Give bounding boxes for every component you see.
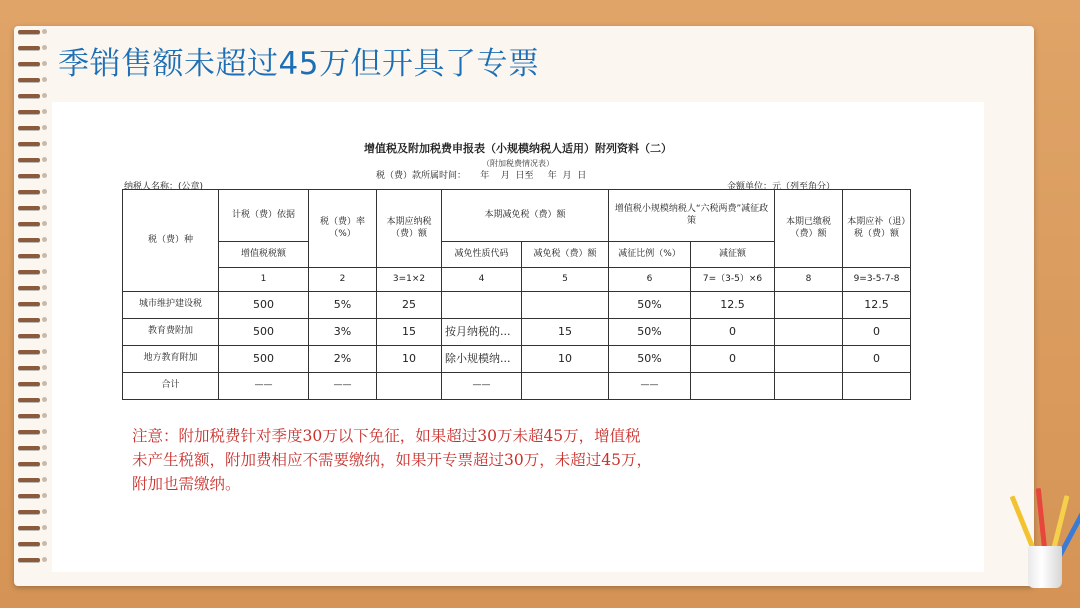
notebook-ring-icon xyxy=(18,526,40,530)
total-refund xyxy=(843,373,911,400)
column-number: 1 xyxy=(219,268,309,292)
column-number: 8 xyxy=(775,268,843,292)
row-paid xyxy=(775,346,843,373)
notebook-hole-icon xyxy=(42,205,47,210)
notebook-ring-icon xyxy=(18,78,40,82)
notebook-hole-icon xyxy=(42,61,47,66)
total-paid xyxy=(775,373,843,400)
header-reduction: 本期减免税（费）额 xyxy=(442,190,609,242)
total-policy-amount xyxy=(691,373,775,400)
header-payable: 本期应纳税（费）额 xyxy=(377,190,442,268)
notebook-ring-icon xyxy=(18,510,40,514)
notebook-ring-icon xyxy=(18,494,40,498)
row-reduction-code: 除小规模纳... xyxy=(442,346,522,373)
notebook-hole-icon xyxy=(42,109,47,114)
notebook-hole-icon xyxy=(42,157,47,162)
column-number: 4 xyxy=(442,268,522,292)
row-tax-name: 城市维护建设税 xyxy=(123,292,219,319)
total-basis: —— xyxy=(219,373,309,400)
notebook-hole-icon xyxy=(42,413,47,418)
form-payer-label: 纳税人名称：(公章) xyxy=(124,182,204,192)
notebook-hole-icon xyxy=(42,365,47,370)
header-tax-type: 税（费）种 xyxy=(123,190,219,292)
notebook-ring-icon xyxy=(18,270,40,274)
slide-title: 季销售额未超过45万但开具了专票 xyxy=(58,46,540,82)
total-ratio: —— xyxy=(609,373,691,400)
notebook-ring-icon xyxy=(18,126,40,130)
notebook-hole-icon xyxy=(42,477,47,482)
notebook-ring-icon xyxy=(18,366,40,370)
notebook-hole-icon xyxy=(42,429,47,434)
header-reduction-amount: 减免税（费）额 xyxy=(522,242,609,268)
notebook-ring-icon xyxy=(18,238,40,242)
notebook-hole-icon xyxy=(42,349,47,354)
header-rate: 税（费）率（%） xyxy=(309,190,377,268)
notebook-ring-icon xyxy=(18,62,40,66)
notebook-ring-icon xyxy=(18,174,40,178)
notebook-ring-icon xyxy=(18,446,40,450)
row-refund: 12.5 xyxy=(843,292,911,319)
row-payable: 15 xyxy=(377,319,442,346)
row-basis: 500 xyxy=(219,319,309,346)
row-basis: 500 xyxy=(219,292,309,319)
notebook-ring-icon xyxy=(18,414,40,418)
row-policy-amount: 0 xyxy=(691,346,775,373)
notebook-ring-icon xyxy=(18,558,40,562)
row-refund: 0 xyxy=(843,319,911,346)
table-row xyxy=(123,292,911,319)
notebook-hole-icon xyxy=(42,221,47,226)
notebook-ring-icon xyxy=(18,46,40,50)
notebook-rings xyxy=(14,30,44,580)
notebook-ring-icon xyxy=(18,222,40,226)
notebook-hole-icon xyxy=(42,509,47,514)
notebook-ring-icon xyxy=(18,478,40,482)
column-number: 5 xyxy=(522,268,609,292)
row-refund: 0 xyxy=(843,346,911,373)
notebook-ring-icon xyxy=(18,430,40,434)
notebook-ring-icon xyxy=(18,542,40,546)
notebook-hole-icon xyxy=(42,541,47,546)
notebook-ring-icon xyxy=(18,462,40,466)
table-row-total xyxy=(123,373,911,400)
notebook-ring-icon xyxy=(18,382,40,386)
row-rate: 3% xyxy=(309,319,377,346)
notebook-hole-icon xyxy=(42,317,47,322)
notebook-ring-icon xyxy=(18,318,40,322)
notebook-hole-icon xyxy=(42,525,47,530)
row-policy-ratio: 50% xyxy=(609,292,691,319)
total-label: 合计 xyxy=(123,373,219,400)
notebook-hole-icon xyxy=(42,253,47,258)
notebook-ring-icon xyxy=(18,110,40,114)
row-paid xyxy=(775,319,843,346)
total-code: —— xyxy=(442,373,522,400)
notebook-ring-icon xyxy=(18,286,40,290)
row-payable: 25 xyxy=(377,292,442,319)
notebook-hole-icon xyxy=(42,557,47,562)
notebook-ring-icon xyxy=(18,206,40,210)
row-policy-amount: 0 xyxy=(691,319,775,346)
notebook-hole-icon xyxy=(42,285,47,290)
row-basis: 500 xyxy=(219,346,309,373)
header-policy-amount: 减征额 xyxy=(691,242,775,268)
table-row xyxy=(123,319,911,346)
notebook-hole-icon xyxy=(42,461,47,466)
notebook-ring-icon xyxy=(18,30,40,34)
column-number: 6 xyxy=(609,268,691,292)
notebook-ring-icon xyxy=(18,94,40,98)
tax-table xyxy=(122,189,911,400)
tax-form-image xyxy=(52,102,984,572)
header-refund: 本期应补（退）税（费）额 xyxy=(843,190,911,268)
header-policy: 增值税小规模纳税人“六税两费”减征政策 xyxy=(609,190,775,242)
notebook-hole-icon xyxy=(42,381,47,386)
form-title: 增值税及附加税费申报表（小规模纳税人适用）附列资料（二） xyxy=(364,142,672,155)
row-policy-ratio: 50% xyxy=(609,319,691,346)
row-tax-name: 教育费附加 xyxy=(123,319,219,346)
notebook-hole-icon xyxy=(42,397,47,402)
row-payable: 10 xyxy=(377,346,442,373)
row-reduction-code: 按月纳税的... xyxy=(442,319,522,346)
notebook-hole-icon xyxy=(42,77,47,82)
table-row xyxy=(123,346,911,373)
notebook-hole-icon xyxy=(42,173,47,178)
notebook-hole-icon xyxy=(42,301,47,306)
row-reduction-code xyxy=(442,292,522,319)
notebook-hole-icon xyxy=(42,29,47,34)
total-rate: —— xyxy=(309,373,377,400)
header-policy-ratio: 减征比例（%） xyxy=(609,242,691,268)
notebook-hole-icon xyxy=(42,333,47,338)
notebook-hole-icon xyxy=(42,237,47,242)
row-reduction-amount: 15 xyxy=(522,319,609,346)
row-policy-amount: 12.5 xyxy=(691,292,775,319)
row-reduction-amount xyxy=(522,292,609,319)
row-rate: 5% xyxy=(309,292,377,319)
notebook-ring-icon xyxy=(18,158,40,162)
header-basis: 计税（费）依据 xyxy=(219,190,309,242)
row-reduction-amount: 10 xyxy=(522,346,609,373)
note-text: 注意：附加税费针对季度30万以下免征，如果超过30万未超45万，增值税未产生税额，附加费相应不需要缴纳，如果开专票超过30万，未超过45万，附加也需缴纳。 xyxy=(132,427,652,493)
notebook-hole-icon xyxy=(42,269,47,274)
notebook-ring-icon xyxy=(18,190,40,194)
notebook-hole-icon xyxy=(42,493,47,498)
row-tax-name: 地方教育附加 xyxy=(123,346,219,373)
form-subtitle: （附加税费情况表） xyxy=(482,159,554,168)
row-rate: 2% xyxy=(309,346,377,373)
notebook-ring-icon xyxy=(18,350,40,354)
notebook-hole-icon xyxy=(42,189,47,194)
notebook-ring-icon xyxy=(18,334,40,338)
column-number: 7=（3-5）×6 xyxy=(691,268,775,292)
form-period: 税（费）款所属时间： 年 月 日至 年 月 日 xyxy=(376,171,587,181)
notebook-ring-icon xyxy=(18,142,40,146)
notebook-hole-icon xyxy=(42,141,47,146)
header-basis-sub: 增值税税额 xyxy=(219,242,309,268)
notebook-ring-icon xyxy=(18,254,40,258)
notebook-hole-icon xyxy=(42,93,47,98)
notebook-ring-icon xyxy=(18,302,40,306)
notebook-hole-icon xyxy=(42,445,47,450)
row-policy-ratio: 50% xyxy=(609,346,691,373)
notebook-hole-icon xyxy=(42,125,47,130)
header-paid: 本期已缴税（费）额 xyxy=(775,190,843,268)
total-payable xyxy=(377,373,442,400)
total-reduction xyxy=(522,373,609,400)
column-number: 9=3-5-7-8 xyxy=(843,268,911,292)
form-unit-label: 金额单位：元（列至角分） xyxy=(727,182,836,192)
notebook-hole-icon xyxy=(42,45,47,50)
notebook-ring-icon xyxy=(18,398,40,402)
row-paid xyxy=(775,292,843,319)
header-reduction-code: 减免性质代码 xyxy=(442,242,522,268)
column-number: 3=1×2 xyxy=(377,268,442,292)
column-number: 2 xyxy=(309,268,377,292)
